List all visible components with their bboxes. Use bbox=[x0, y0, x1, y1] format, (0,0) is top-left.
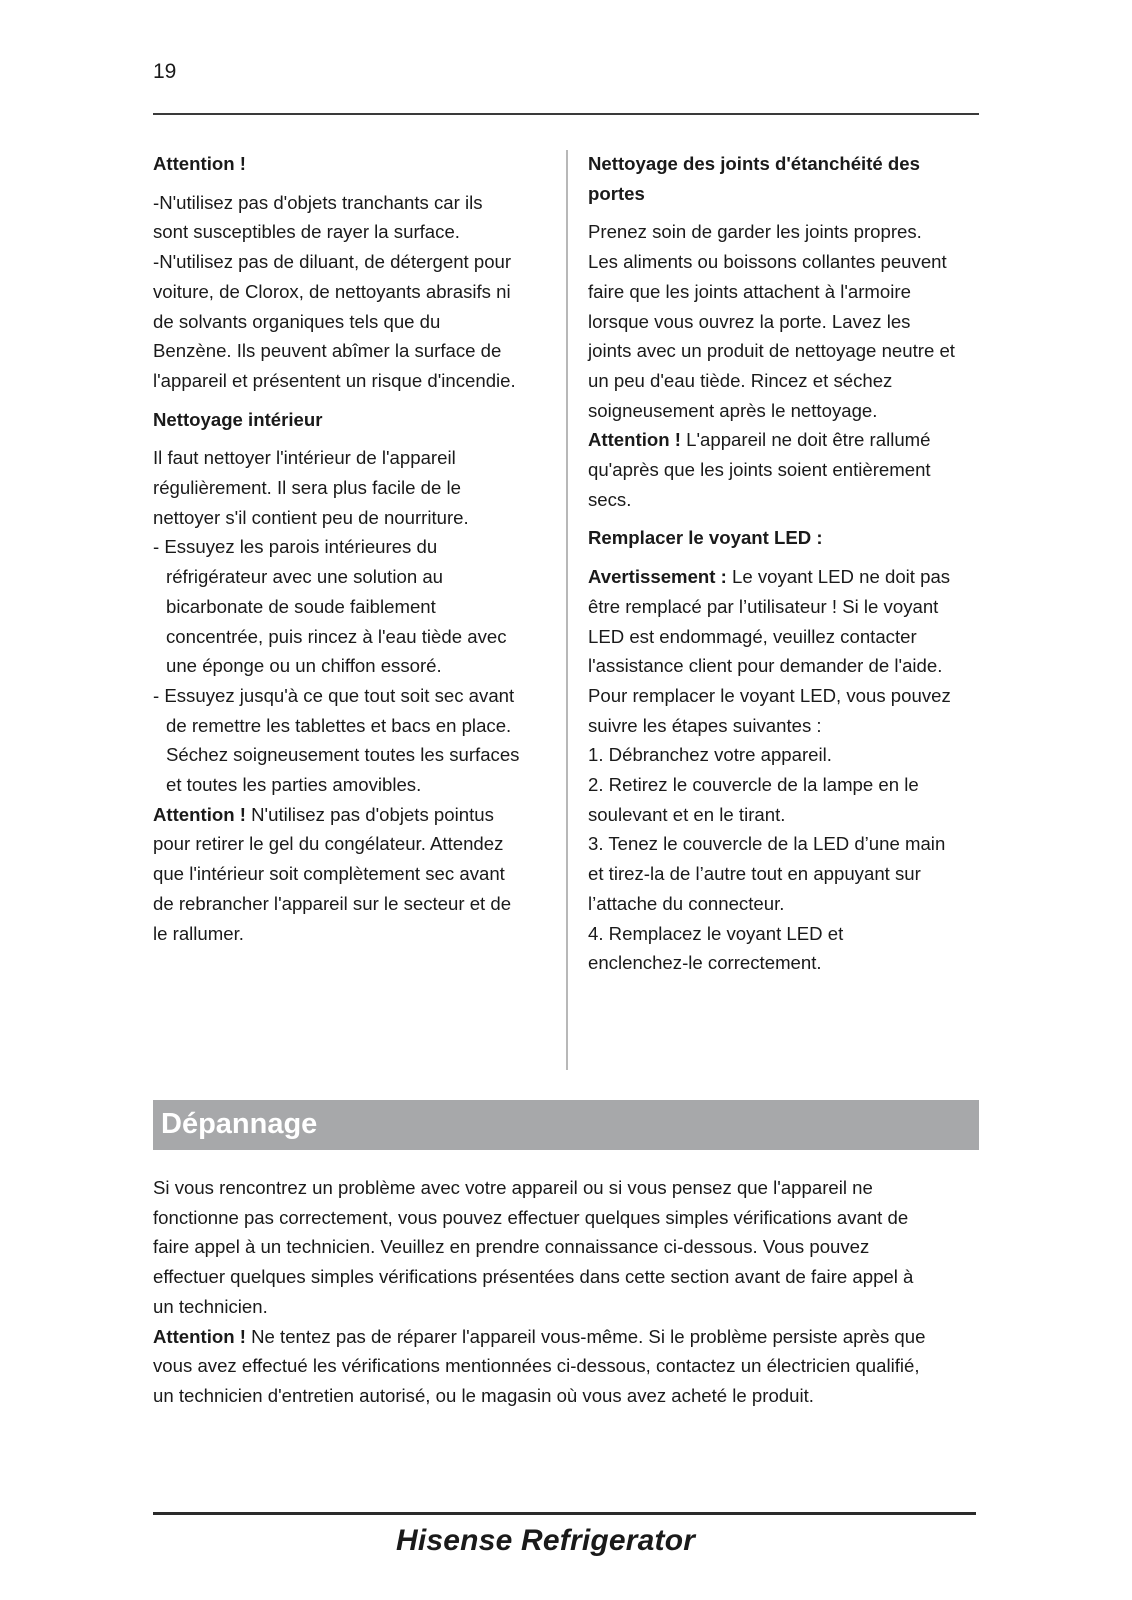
warning-text: Le voyant LED ne doit pas bbox=[726, 566, 951, 588]
top-rule bbox=[153, 113, 979, 115]
text-line: Pour remplacer le voyant LED, vous pouvez bbox=[588, 684, 951, 706]
bullet-line: bicarbonate de soude faiblement bbox=[166, 595, 436, 617]
text-line: Si vous rencontrez un problème avec votre appareil ou si vous pensez que l'appareil ne bbox=[153, 1177, 873, 1198]
text-line: Les aliments ou boissons collantes peuvent bbox=[588, 251, 947, 273]
column-divider bbox=[566, 150, 568, 1070]
text-line: -N'utilisez pas d'objets tranchants car ils bbox=[153, 191, 483, 213]
text-line: l'assistance client pour demander de l'aide. bbox=[588, 655, 943, 677]
text-line: de rebrancher l'appareil sur le secteur et de bbox=[153, 892, 512, 914]
text-line: Prenez soin de garder les joints propres. bbox=[588, 221, 922, 243]
bullet-line: réfrigérateur avec une solution au bbox=[166, 566, 444, 588]
interior-heading: Nettoyage intérieur bbox=[153, 408, 323, 430]
right-column bbox=[588, 149, 988, 978]
text-line: suivre les étapes suivantes : bbox=[588, 714, 822, 736]
text-line bbox=[153, 800, 553, 830]
text-line bbox=[588, 562, 988, 592]
interior-paragraph bbox=[153, 443, 553, 948]
text-line bbox=[153, 1322, 979, 1352]
bullet-line: - Essuyez jusqu'à ce que tout soit sec avant bbox=[153, 684, 515, 706]
text-line: lorsque vous ouvrez la porte. Lavez les bbox=[588, 310, 911, 332]
left-column bbox=[153, 149, 553, 948]
page-number: 19 bbox=[153, 60, 177, 83]
text-line: effectuer quelques simples vérifications présentées dans cette section avant de faire appel à bbox=[153, 1266, 914, 1288]
step-line: et tirez-la de l’autre tout en appuyant sur bbox=[588, 863, 921, 885]
bullet-line: une éponge ou un chiffon essoré. bbox=[166, 655, 442, 677]
bullet-line: concentrée, puis rincez à l'eau tiède avec bbox=[166, 625, 507, 647]
text-line: l'appareil et présentent un risque d'incendie. bbox=[153, 369, 516, 391]
text-line: LED est endommagé, veuillez contacter bbox=[588, 625, 917, 647]
text-line: soigneusement après le nettoyage. bbox=[588, 399, 878, 421]
text-line: -N'utilisez pas de diluant, de détergent pour bbox=[153, 251, 512, 273]
text-line: faire appel à un technicien. Veuillez en prendre connaissance ci-dessous. Vous pouvez bbox=[153, 1236, 870, 1258]
text-line: secs. bbox=[588, 488, 632, 510]
step-line: 2. Retirez le couvercle de la lampe en le bbox=[588, 774, 919, 796]
text-line: un technicien d'entretien autorisé, ou le magasin où vous avez acheté le produit. bbox=[153, 1384, 814, 1406]
text-line: pour retirer le gel du congélateur. Attendez bbox=[153, 833, 504, 855]
text-line: le rallumer. bbox=[153, 922, 244, 944]
seals-heading bbox=[588, 149, 988, 208]
attention-label: Attention ! bbox=[153, 803, 246, 825]
text-line: nettoyer s'il contient peu de nourriture. bbox=[153, 506, 469, 528]
attention-heading: Attention ! bbox=[153, 153, 246, 174]
text-line: qu'après que les joints soient entièrement bbox=[588, 459, 931, 481]
heading-line: Nettoyage des joints d'étanchéité des bbox=[588, 153, 920, 174]
bullet-line: - Essuyez les parois intérieures du bbox=[153, 536, 438, 558]
text-line: vous avez effectué les vérifications mentionnées ci-dessous, contactez un électricien qualifié, bbox=[153, 1355, 920, 1377]
warning-label: Avertissement : bbox=[588, 566, 727, 588]
text-line: fonctionne pas correctement, vous pouvez effectuer quelques simples vérifications avant de bbox=[153, 1206, 909, 1228]
troubleshooting-body bbox=[153, 1173, 979, 1411]
text-line: voiture, de Clorox, de nettoyants abrasifs ni bbox=[153, 280, 511, 302]
bullet-line: et toutes les parties amovibles. bbox=[166, 774, 422, 796]
step-line: soulevant et en le tirant. bbox=[588, 803, 786, 825]
led-paragraph bbox=[588, 562, 988, 978]
text-line: joints avec un produit de nettoyage neutre et bbox=[588, 340, 955, 362]
text-line: être remplacé par l’utilisateur ! Si le voyant bbox=[588, 595, 939, 617]
bottom-rule bbox=[153, 1512, 976, 1515]
heading-line: portes bbox=[588, 182, 645, 204]
text-line: que l'intérieur soit complètement sec avant bbox=[153, 863, 505, 885]
led-heading: Remplacer le voyant LED : bbox=[588, 527, 823, 549]
step-line: 3. Tenez le couvercle de la LED d’une main bbox=[588, 833, 946, 855]
bullet-line: Séchez soigneusement toutes les surfaces bbox=[166, 744, 520, 766]
step-line: l’attache du connecteur. bbox=[588, 892, 785, 914]
seals-paragraph bbox=[588, 217, 988, 514]
bullet-line: de remettre les tablettes et bacs en place. bbox=[166, 714, 512, 736]
attention-label: Attention ! bbox=[588, 429, 681, 451]
text-line: régulièrement. Il sera plus facile de le bbox=[153, 477, 461, 499]
step-line: 4. Remplacez le voyant LED et bbox=[588, 922, 844, 944]
attention-text: Ne tentez pas de réparer l'appareil vous-même. Si le problème persiste après que bbox=[245, 1325, 926, 1347]
section-band bbox=[153, 1100, 979, 1150]
brand-logo: Hisense Refrigerator bbox=[396, 1524, 696, 1557]
text-line: faire que les joints attachent à l'armoire bbox=[588, 280, 911, 302]
text-line: un peu d'eau tiède. Rincez et séchez bbox=[588, 369, 893, 391]
step-line: 1. Débranchez votre appareil. bbox=[588, 744, 832, 766]
section-title: Dépannage bbox=[161, 1108, 318, 1140]
text-line: un technicien. bbox=[153, 1295, 268, 1317]
attention-paragraph bbox=[153, 188, 553, 396]
attention-text: L'appareil ne doit être rallumé bbox=[680, 429, 931, 451]
text-line: Benzène. Ils peuvent abîmer la surface de bbox=[153, 340, 502, 362]
text-line: Il faut nettoyer l'intérieur de l'appareil bbox=[153, 447, 456, 469]
text-line bbox=[588, 425, 988, 455]
attention-text: N'utilisez pas d'objets pointus bbox=[245, 803, 494, 825]
text-line: sont susceptibles de rayer la surface. bbox=[153, 221, 460, 243]
step-line: enclenchez-le correctement. bbox=[588, 952, 822, 974]
text-line: de solvants organiques tels que du bbox=[153, 310, 441, 332]
attention-label: Attention ! bbox=[153, 1325, 246, 1347]
